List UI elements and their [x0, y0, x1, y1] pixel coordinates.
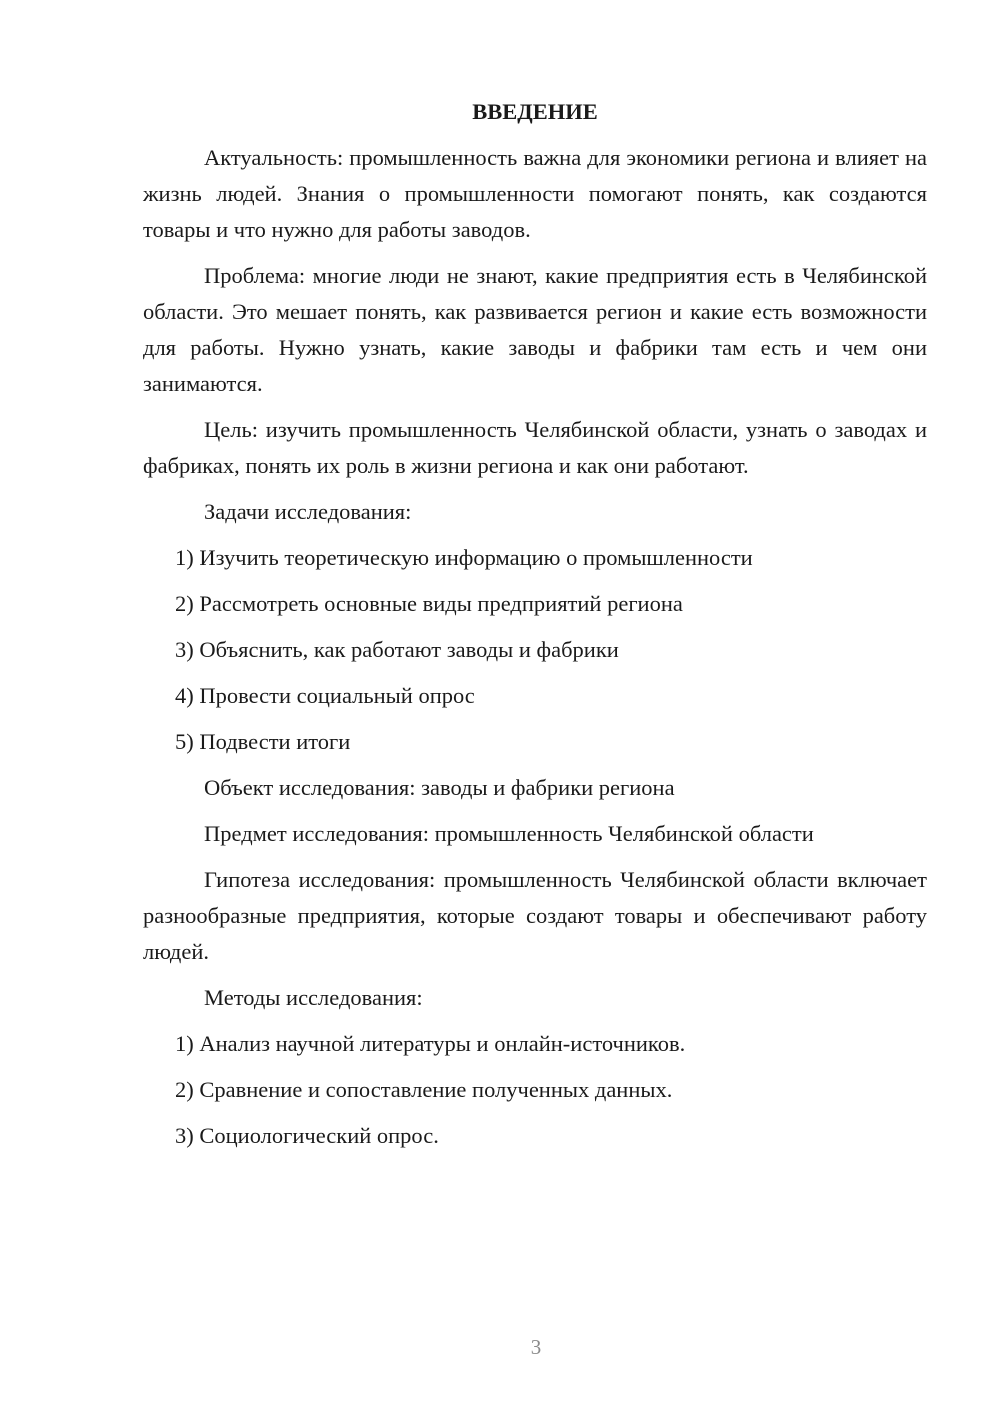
page-title: ВВЕДЕНИЕ	[472, 99, 598, 124]
problem-paragraph: Проблема: многие люди не знают, какие предприятия есть в Челябинской области. Это мешает понять, как развивается регион и какие есть возможности для работы. Нужно узнать, какие заводы и фабрики там есть и чем они занимаются.	[143, 263, 927, 396]
hypothesis-paragraph: Гипотеза исследования: промышленность Челябинской области включает разнообразные предприятия, которые создают товары и обеспечивают работу людей.	[143, 867, 927, 964]
methods-list	[143, 1026, 927, 1154]
task-item: 3) Объяснить, как работают заводы и фабрики	[175, 637, 619, 662]
object-paragraph: Объект исследования: заводы и фабрики региона	[204, 775, 675, 800]
tasks-heading: Задачи исследования:	[204, 499, 412, 524]
method-item: 3) Социологический опрос.	[175, 1123, 439, 1148]
methods-heading: Методы исследования:	[204, 985, 423, 1010]
method-item: 2) Сравнение и сопоставление полученных данных.	[175, 1077, 673, 1102]
document-body	[143, 96, 927, 1164]
task-item: 1) Изучить теоретическую информацию о промышленности	[175, 545, 753, 570]
page-number: 3	[530, 1335, 542, 1359]
goal-paragraph: Цель: изучить промышленность Челябинской области, узнать о заводах и фабриках, понять их роль в жизни региона и как они работают.	[143, 417, 927, 478]
task-item: 2) Рассмотреть основные виды предприятий региона	[175, 591, 683, 616]
task-item: 4) Провести социальный опрос	[175, 683, 475, 708]
method-item: 1) Анализ научной литературы и онлайн-источников.	[175, 1031, 686, 1056]
relevance-paragraph: Актуальность: промышленность важна для экономики региона и влияет на жизнь людей. Знания о промышленности помогают понять, как создаются товары и что нужно для работы заводов.	[143, 145, 927, 242]
tasks-list	[143, 540, 927, 760]
task-item: 5) Подвести итоги	[175, 729, 351, 754]
subject-paragraph: Предмет исследования: промышленность Челябинской области	[204, 821, 814, 846]
